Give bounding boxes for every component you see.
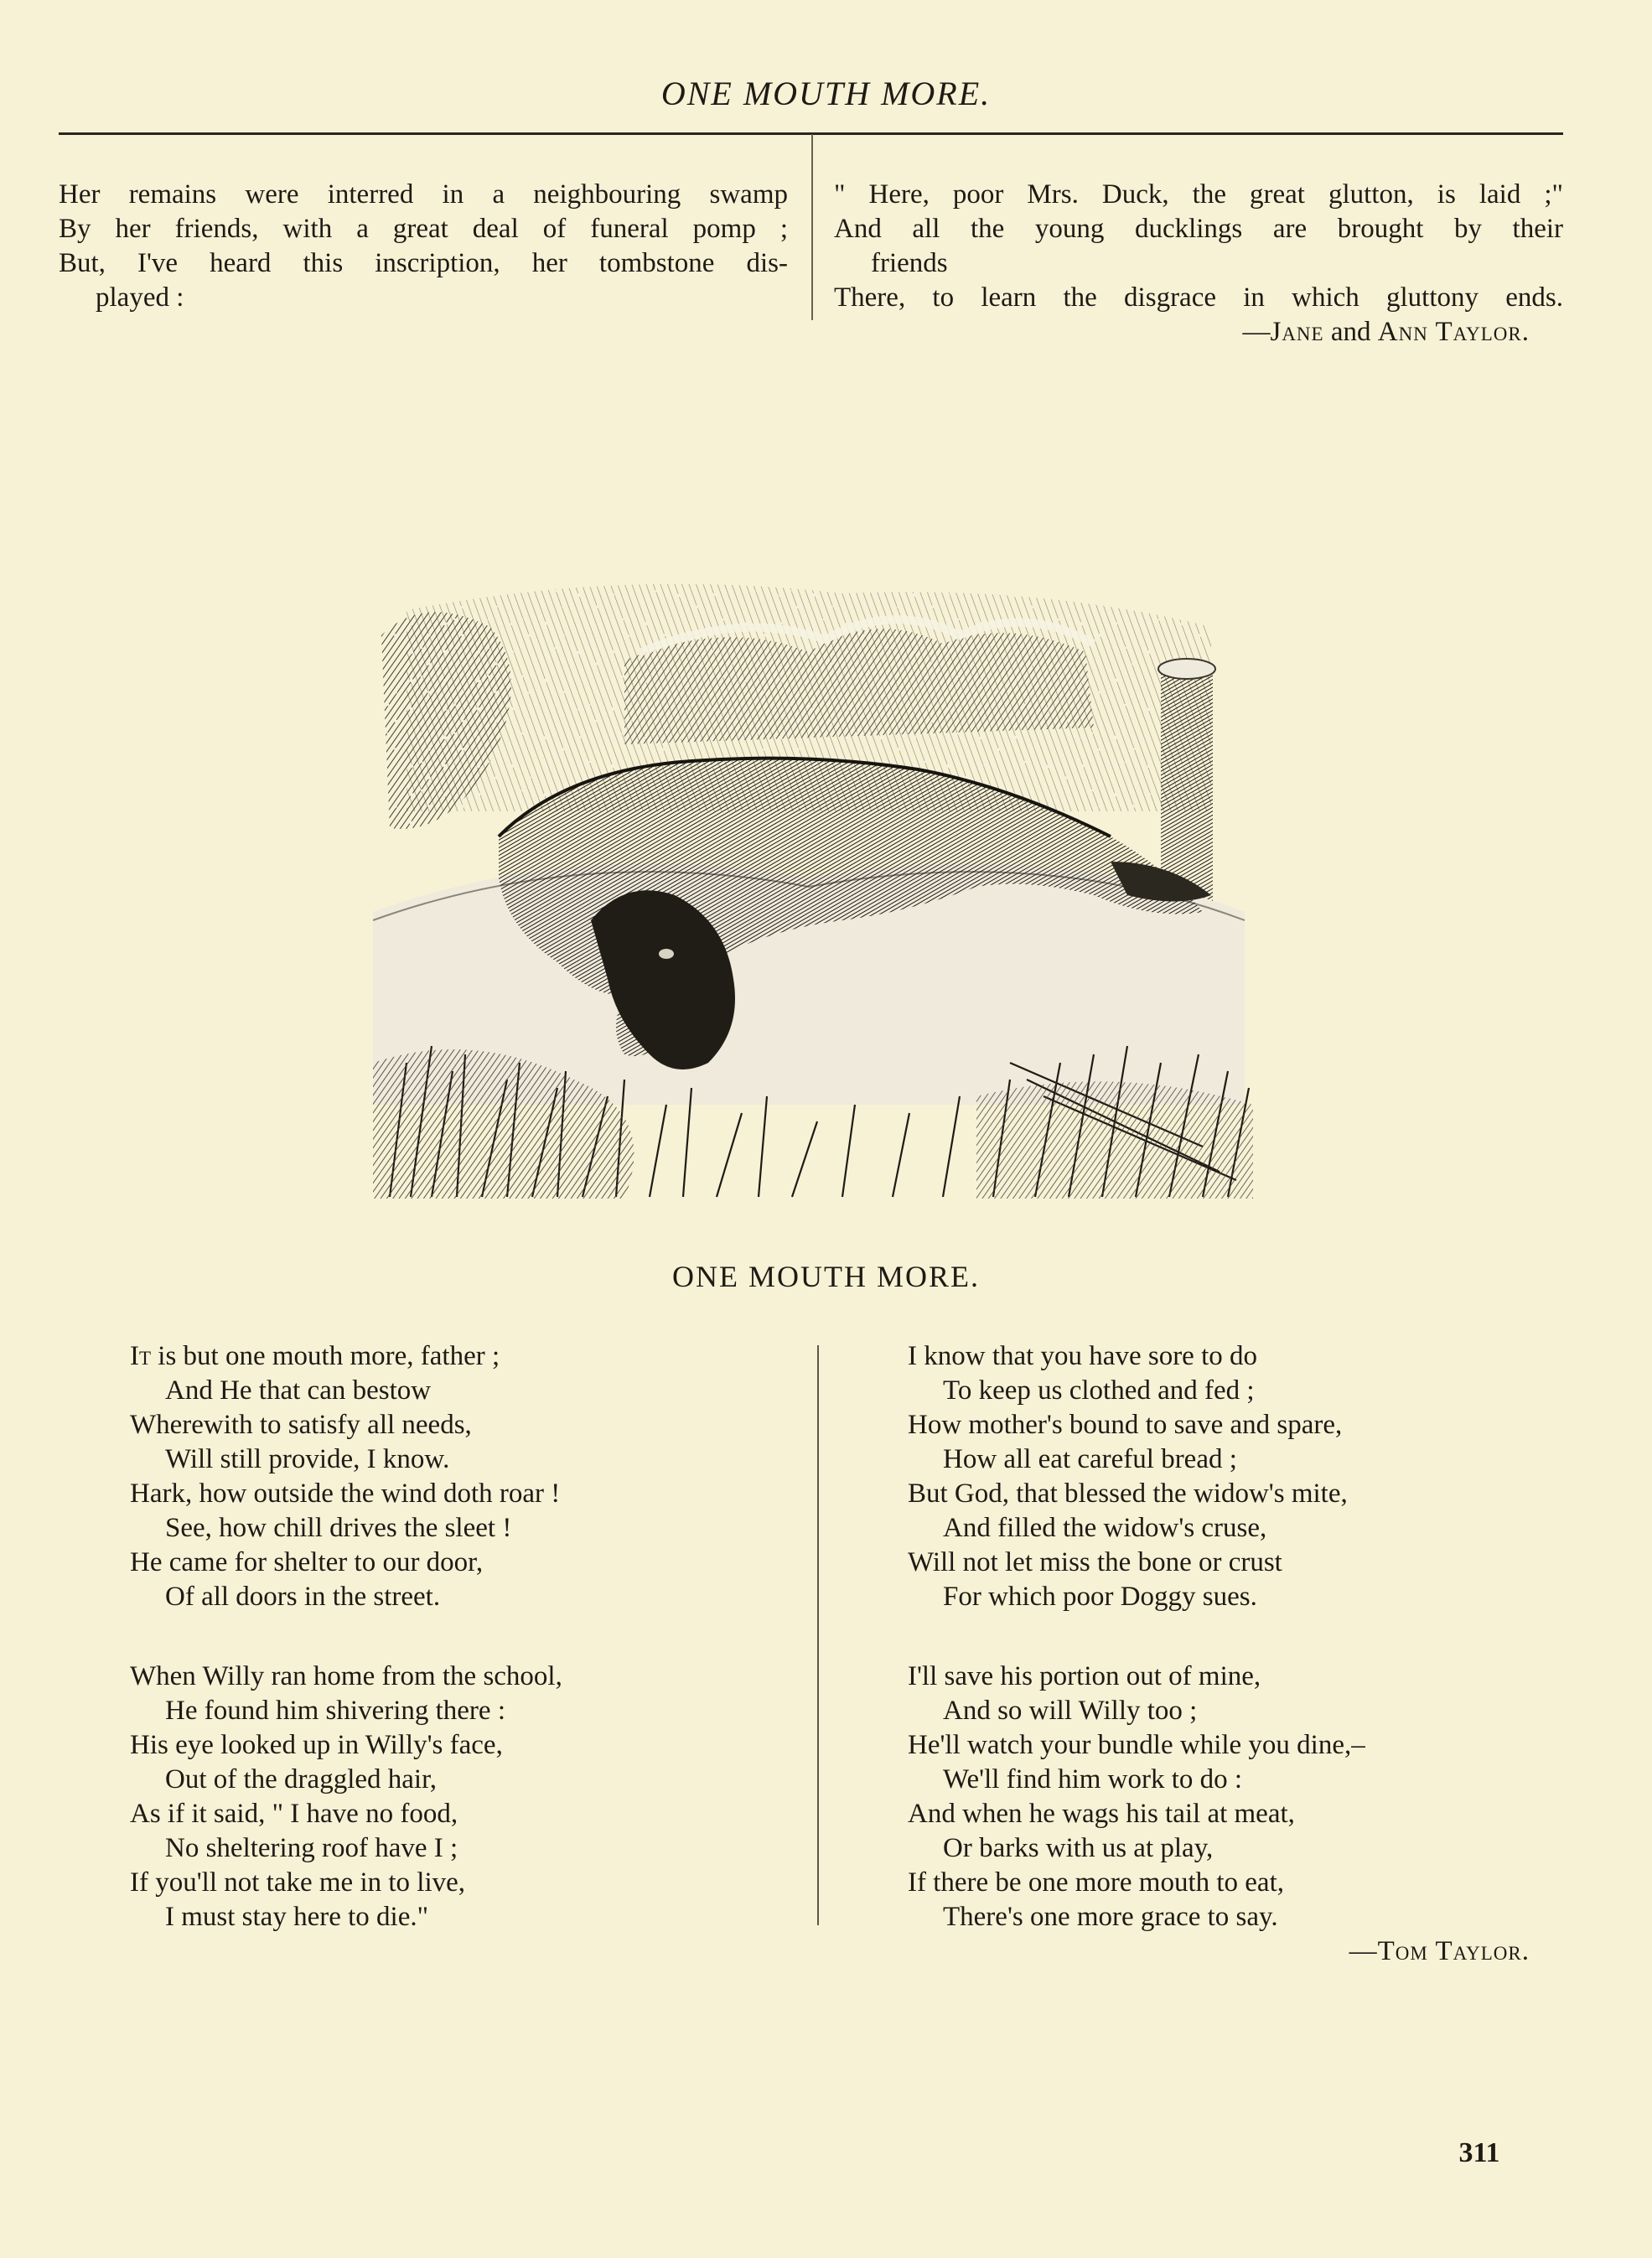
poem-right-column <box>908 1339 1578 1934</box>
poem-left-column <box>130 1339 800 1934</box>
previous-poem-line: And all the young ducklings are brought by their <box>834 214 1563 244</box>
previous-poem-left-column <box>59 178 788 315</box>
poem-line: He came for shelter to our door, <box>130 1547 484 1577</box>
poem-line: As if it said, " I have no food, <box>130 1799 458 1829</box>
poem-line: How mother's bound to save and spare, <box>908 1410 1343 1440</box>
poem-line: And filled the widow's cruse, <box>943 1513 1267 1543</box>
poem-line: Will not let miss the bone or crust <box>908 1547 1282 1577</box>
poem-line: I must stay here to die." <box>165 1902 429 1932</box>
poem-line: I'll save his portion out of mine, <box>908 1661 1261 1691</box>
poem-line: And so will Willy too ; <box>943 1696 1198 1726</box>
poem-line: Hark, how outside the wind doth roar ! <box>130 1479 561 1509</box>
poem-line: We'll find him work to do : <box>943 1764 1243 1794</box>
poem-line: Will still provide, I know. <box>165 1444 450 1474</box>
dog-in-snow-engraving <box>373 560 1257 1199</box>
poem-line: I know that you have sore to do <box>908 1341 1257 1371</box>
poem-line: If there be one more mouth to eat, <box>908 1867 1284 1898</box>
previous-poem-line: friends <box>871 248 948 278</box>
running-head: ONE MOUTH MORE. <box>660 75 992 112</box>
poem-line: His eye looked up in Willy's face, <box>130 1730 503 1760</box>
previous-poem-line: By her friends, with a great deal of funeral pomp ; <box>59 214 788 244</box>
poem-line: He'll watch your bundle while you dine,– <box>908 1730 1365 1760</box>
poem-line: When Willy ran home from the school, <box>130 1661 562 1691</box>
poem-line: If you'll not take me in to live, <box>130 1867 466 1898</box>
page-number: 311 <box>1458 2137 1500 2168</box>
poem-line: No sheltering roof have I ; <box>165 1833 458 1863</box>
previous-poem-attribution: —Jane and Ann Taylor. <box>1242 317 1530 347</box>
poem-line: Of all doors in the street. <box>165 1582 441 1612</box>
column-divider <box>811 134 813 320</box>
previous-poem-line: There, to learn the disgrace in which gluttony ends. <box>834 282 1563 313</box>
poem-line: But God, that blessed the widow's mite, <box>908 1479 1348 1509</box>
poem-line: There's one more grace to say. <box>943 1902 1278 1932</box>
poem-line: And He that can bestow <box>165 1375 432 1406</box>
previous-poem-line: Her remains were interred in a neighbouring swamp <box>59 179 788 210</box>
poem-attribution: —Tom Taylor. <box>1349 1936 1530 1966</box>
column-divider <box>817 1345 819 1925</box>
poem-line: How all eat careful bread ; <box>943 1444 1237 1474</box>
poem-line: For which poor Doggy sues. <box>943 1582 1257 1612</box>
previous-poem-line: " Here, poor Mrs. Duck, the great glutton, is laid ;" <box>834 179 1563 210</box>
poem-line: Or barks with us at play, <box>943 1833 1214 1863</box>
poem-title: ONE MOUTH MORE. <box>672 1260 980 1293</box>
poem-line: And when he wags his tail at meat, <box>908 1799 1295 1829</box>
previous-poem-line: played : <box>96 282 184 313</box>
poem-line: Wherewith to satisfy all needs, <box>130 1410 472 1440</box>
previous-poem-right-column <box>834 178 1563 350</box>
poem-line: To keep us clothed and fed ; <box>943 1375 1255 1406</box>
previous-poem-line: But, I've heard this inscription, her tombstone dis- <box>59 248 788 278</box>
poem-line: Out of the draggled hair, <box>165 1764 437 1794</box>
poem-line: He found him shivering there : <box>165 1696 505 1726</box>
poem-line: It is but one mouth more, father ; <box>130 1341 500 1371</box>
poem-line: See, how chill drives the sleet ! <box>165 1513 512 1543</box>
